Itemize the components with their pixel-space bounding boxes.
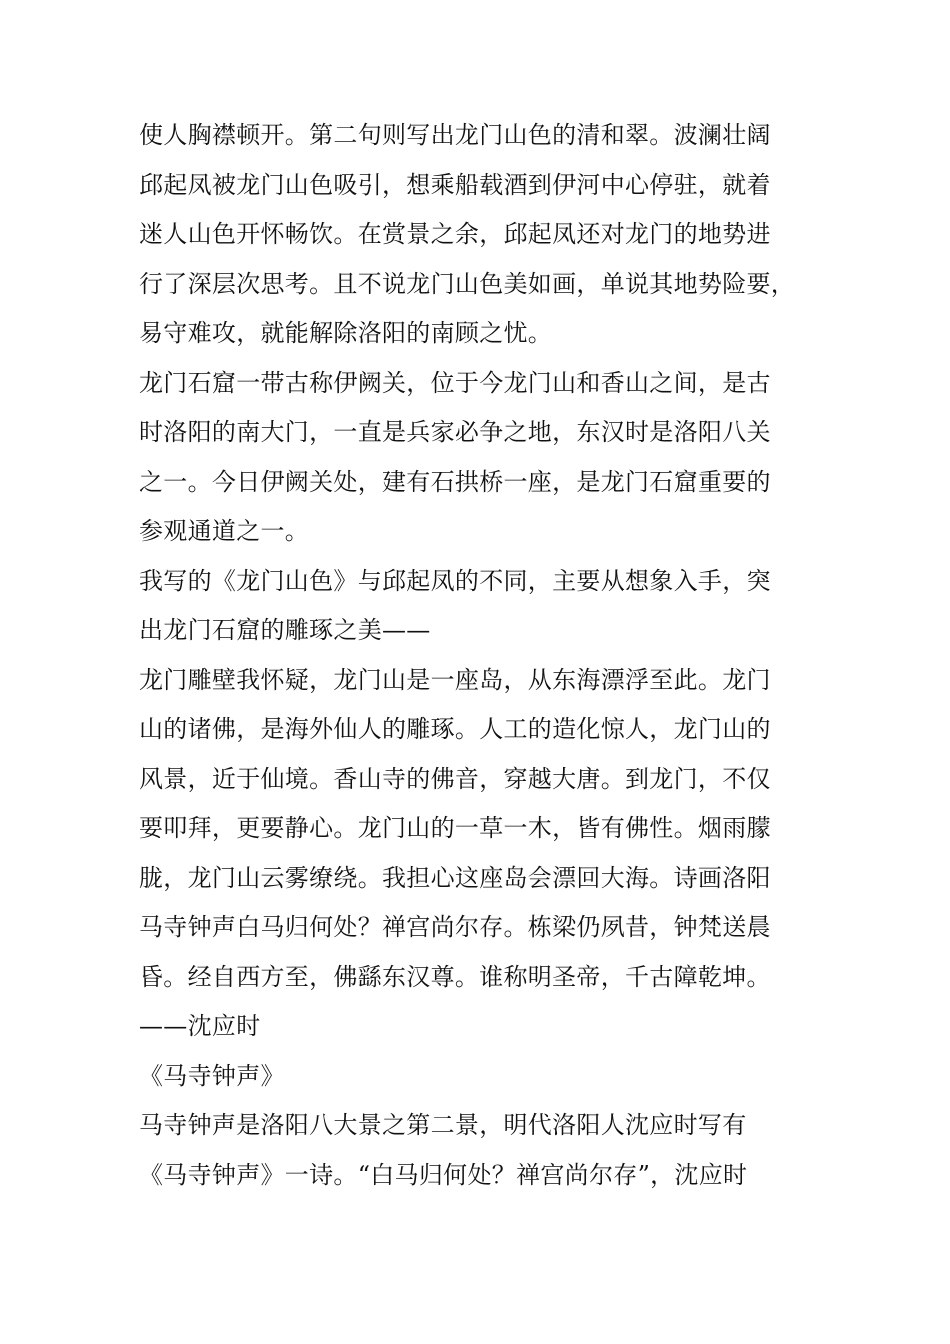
text-line: 风景，近于仙境。香山寺的佛音，穿越大唐。到龙门，不仅 <box>139 764 771 793</box>
text-line: 邱起凤被龙门山色吸引，想乘船载酒到伊河中心停驻，就着 <box>139 170 771 199</box>
text-line: 之一。今日伊阙关处，建有石拱桥一座，是龙门石窟重要的 <box>139 467 771 496</box>
text-line: 我写的《龙门山色》与邱起凤的不同，主要从想象入手，突 <box>139 566 771 595</box>
text-line: 山的诸佛，是海外仙人的雕琢。人工的造化惊人，龙门山的 <box>139 715 771 743</box>
text-line: 要叩拜，更要静心。龙门山的一草一木，皆有佛性。烟雨朦 <box>139 814 771 842</box>
text-line: 使人胸襟顿开。第二句则写出龙门山色的清和翠。波澜壮阔 <box>139 121 771 149</box>
text-line: 参观通道之一。 <box>139 517 310 545</box>
text-line: 出龙门石窟的雕琢之美—— <box>139 616 431 644</box>
article-body <box>139 111 839 1200</box>
text-line: 昏。经自西方至，佛繇东汉尊。谁称明圣帝，千古障乾坤。 <box>139 962 771 991</box>
text-line: 马寺钟声是洛阳八大景之第二景，明代洛阳人沈应时写有 <box>139 1111 747 1139</box>
text-line: 易守难攻，就能解除洛阳的南顾之忧。 <box>139 319 553 347</box>
text-line: 龙门雕壁我怀疑，龙门山是一座岛，从东海漂浮至此。龙门 <box>139 665 771 694</box>
text-line: 马寺钟声白马归何处？禅宫尚尔存。栋梁仍夙昔，钟梵送晨 <box>139 913 771 941</box>
text-line: 龙门石窟一带古称伊阙关，位于今龙门山和香山之间，是古 <box>139 368 771 397</box>
text-line: 迷人山色开怀畅饮。在赏景之余，邱起凤还对龙门的地势进 <box>139 220 771 248</box>
attribution-line: ——沈应时 <box>139 1012 261 1040</box>
section-title: 《马寺钟声》 <box>139 1061 285 1090</box>
text-line: 行了深层次思考。且不说龙门山色美如画，单说其地势险要， <box>139 269 796 298</box>
text-line: 时洛阳的南大门，一直是兵家必争之地，东汉时是洛阳八关 <box>139 418 771 446</box>
text-line: 胧，龙门山云雾缭绕。我担心这座岛会漂回大海。诗画洛阳 <box>139 863 771 892</box>
text-line: 《马寺钟声》一诗。“白马归何处？禅宫尚尔存”，沈应时 <box>139 1160 748 1189</box>
